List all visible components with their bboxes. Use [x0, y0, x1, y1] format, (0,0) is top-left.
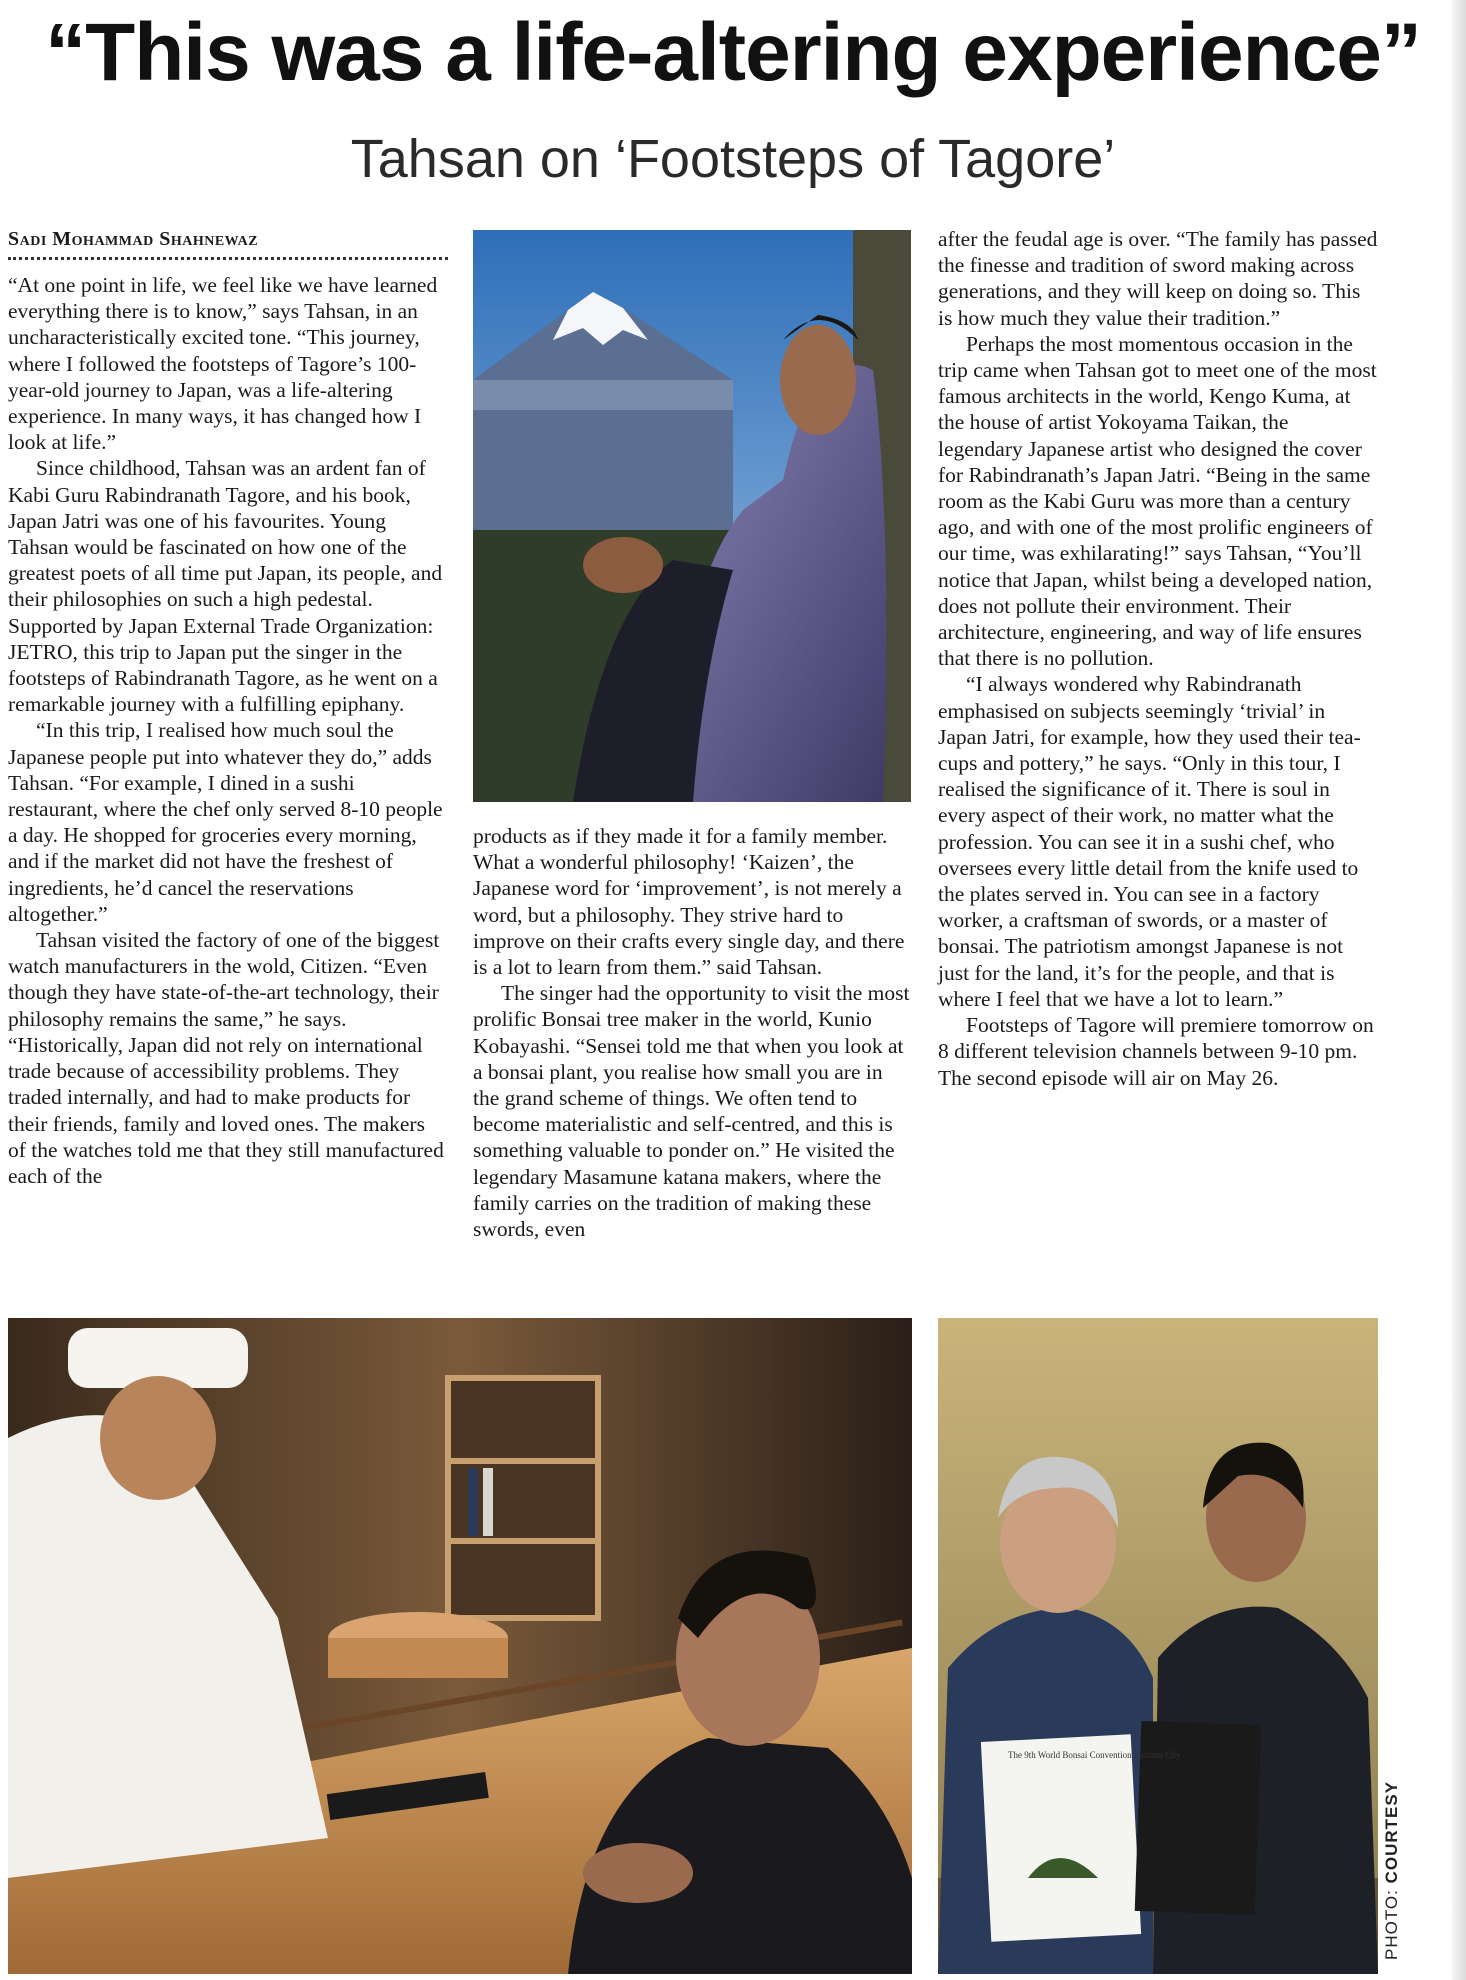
headline: “This was a life-altering experience” — [45, 7, 1421, 98]
photo-credit-prefix: PHOTO: — [1382, 1883, 1401, 1960]
article-column-3 — [938, 226, 1378, 1091]
paragraph: Perhaps the most momentous occasion in the trip came when Tahsan got to meet one of the most famous architects in the world, Kengo Kuma, at the house of artist Yokoyama Taikan, the legendary Japanese artist who designed the cover for Rabindranath’s Japan Jatri. “Being in the same room as the Kabi Guru was more than a century ago, and with one of the most prolific engineers of our time, was exhilarating!” says Tahsan, “You’ll notice that Japan, whilst being a developed nation, does not pollute their environment. Their architecture, engineering, and way of life ensures that there is no pollution. — [938, 331, 1377, 671]
photo-credit — [1382, 1781, 1402, 1960]
photo-credit-name: COURTESY — [1382, 1780, 1401, 1884]
article-column-2 — [473, 823, 913, 1242]
byline: Sadi Mohammad Shahnewaz — [8, 228, 448, 260]
photo-tahsan-mount-fuji — [473, 230, 911, 802]
paragraph: The singer had the opportunity to visit the most prolific Bonsai tree maker in the world, Kunio Kobayashi. “Sensei told me that when you look at a bonsai plant, you realise how small you are in the grand scheme of things. We often tend to become materialistic and self-centred, and this is something valuable to ponder on.” He visited the legendary Masamune katana makers, where the family carries on the tradition of making these swords, even — [473, 981, 910, 1242]
paragraph: “At one point in life, we feel like we have learned everything there is to know,” says Tahsan, in an uncharacteristically excited tone. “This journey, where I followed the footsteps of Tagore’s 100-year-old journey to Japan, was a life-altering experience. In many ways, it has changed how I look at life.” — [8, 273, 438, 455]
paragraph: products as if they made it for a family member. What a wonderful philosophy! ‘Kaizen’, the Japanese word for ‘improvement’, is not merely a word, but a philosophy. They strive hard to improve on their crafts every single day, and there is a lot to learn from them.” said Tahsan. — [473, 824, 905, 980]
paragraph: Tahsan visited the factory of one of the biggest watch manufacturers in the wold, Citizen. “Even though they have state-of-the-art technology, their philosophy remains the same,” he says. “Historically, Japan did not rely on international trade because of accessibility problems. They traded internally, and had to make products for their friends, family and loved ones. The makers of the watches told me that they still manufactured each of the — [8, 928, 444, 1188]
paragraph: Since childhood, Tahsan was an ardent fan of Kabi Guru Rabindranath Tagore, and his book, Japan Jatri was one of his favourites. Young Tahsan would be fascinated on how one of the greatest poets of all time put Japan, its people, and their philosophies on such a high pedestal. Supported by Japan External Trade Organization: JETRO, this trip to Japan put the singer in the footsteps of Rabindranath Tagore, as he went on a remarkable journey with a fulfilling epiphany. — [8, 456, 443, 717]
photo-tahsan-bonsai-master — [938, 1318, 1378, 1974]
article-column-1 — [8, 272, 448, 1189]
paragraph: “In this trip, I realised how much soul the Japanese people put into whatever they do,” adds Tahsan. “For example, I dined in a sushi restaurant, where the chef only served 8-10 people a day. He shopped for groceries every morning, and if the market did not have the freshest of ingredients, he’d cancel the reservations altogether.” — [8, 718, 443, 926]
subheadline: Tahsan on ‘Footsteps of Tagore’ — [350, 129, 1116, 189]
paragraph: Footsteps of Tagore will premiere tomorrow on 8 different television channels between 9-10 pm. The second episode will air on May 26. — [938, 1013, 1374, 1090]
photo-sushi-restaurant — [8, 1318, 912, 1974]
paragraph: after the feudal age is over. “The family has passed the finesse and tradition of sword making across generations, and they will keep on doing so. This is how much they value their tradition.” — [938, 227, 1378, 330]
paragraph: “I always wondered why Rabindranath emphasised on subjects seemingly ‘trivial’ in Japan Jatri, for example, how they used their tea-cups and pottery,” he says. “Only in this tour, I realised the significance of it. There is soul in every aspect of their work, no matter what the profession. You can see it in a sushi chef, who oversees every little detail from the knife used to the plates served in. You can see in a factory worker, a craftsman of swords, or a master of bonsai. The patriotism amongst Japanese is not just for the land, it’s for the people, and that is where I feel that we have a lot to learn.” — [938, 672, 1361, 1011]
page-edge — [1452, 0, 1466, 1980]
book-cover-text: The 9th World Bonsai Convention Saitama City — [1008, 1750, 1181, 1760]
